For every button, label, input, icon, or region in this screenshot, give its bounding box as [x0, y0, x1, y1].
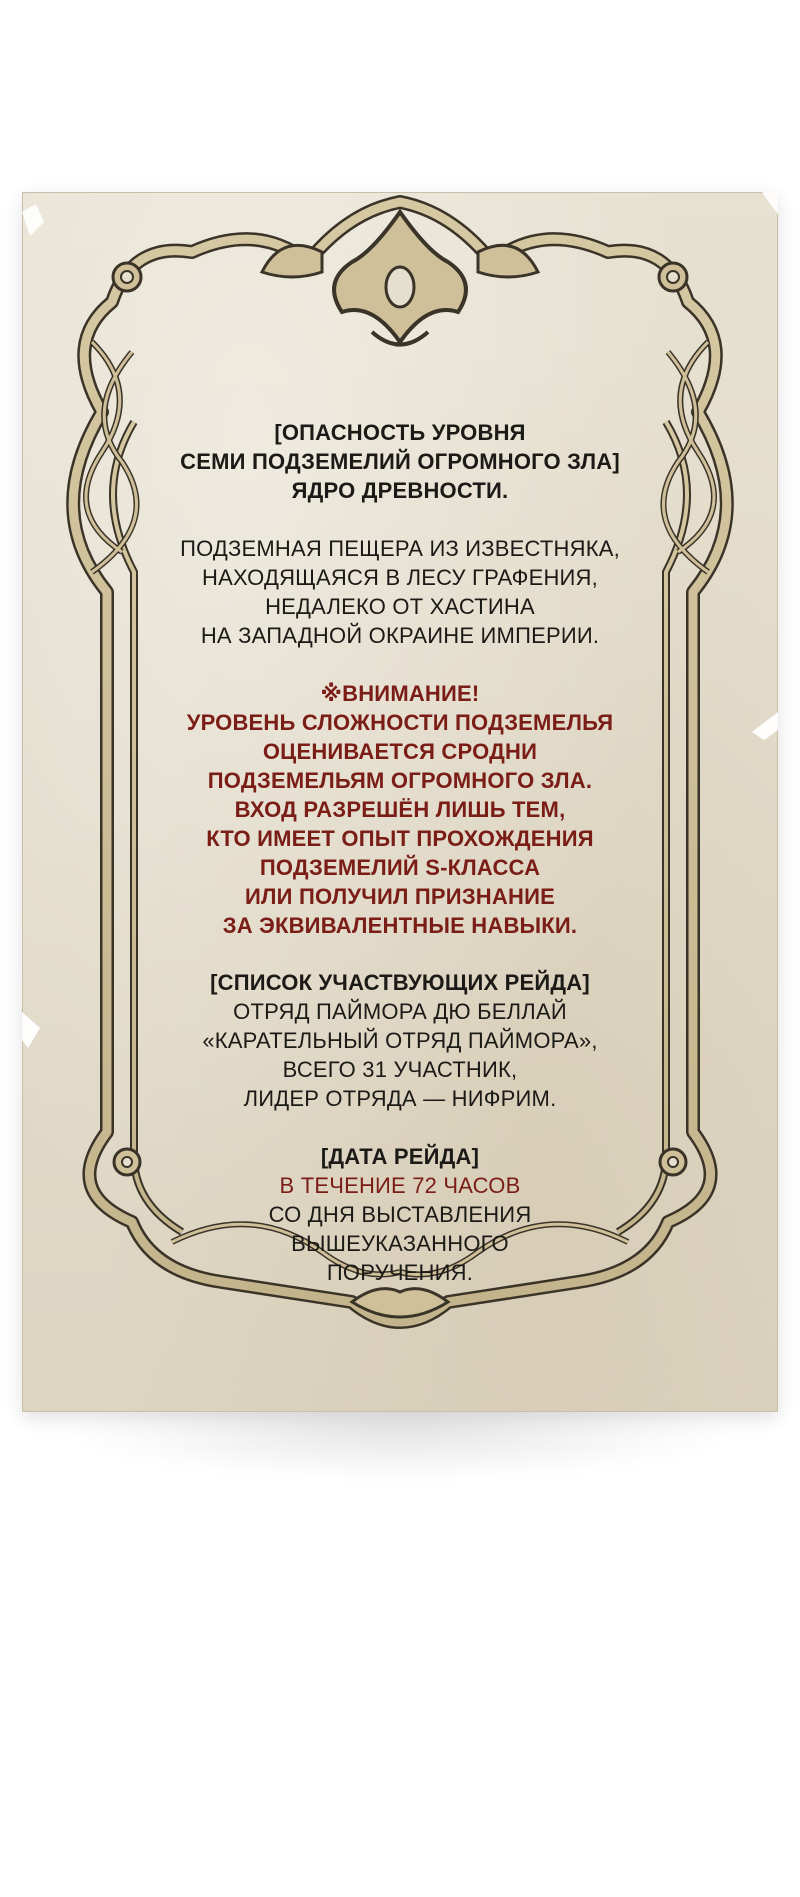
header-line: [ОПАСНОСТЬ УРОВНЯ	[274, 420, 526, 445]
raid-list-line: ЛИДЕР ОТРЯДА — НИФРИМ.	[243, 1086, 557, 1111]
corner-rose-bottom-left	[114, 1149, 140, 1175]
location-line: ПОДЗЕМНАЯ ПЕЩЕРА ИЗ ИЗВЕСТНЯКА,	[180, 536, 620, 561]
corner-rose-top-right	[659, 263, 687, 291]
torn-edge-left	[22, 1012, 40, 1048]
header-line: СЕМИ ПОДЗЕМЕЛИЙ ОГРОМНОГО ЗЛА]	[180, 449, 620, 474]
notice-header	[152, 418, 648, 505]
warning-block	[152, 679, 648, 940]
header-line: ЯДРО ДРЕВНОСТИ.	[291, 478, 509, 503]
location-line: НАХОДЯЩАЯСЯ В ЛЕСУ ГРАФЕНИЯ,	[202, 565, 598, 590]
raid-date-line: ВЫШЕУКАЗАННОГО	[291, 1231, 509, 1256]
corner-rose-top-left	[113, 263, 141, 291]
raid-list-title: [СПИСОК УЧАСТВУЮЩИХ РЕЙДА]	[210, 970, 590, 995]
warning-line: ЗА ЭКВИВАЛЕНТНЫЕ НАВЫКИ.	[222, 913, 578, 938]
warning-line: КТО ИМЕЕТ ОПЫТ ПРОХОЖДЕНИЯ	[206, 826, 594, 851]
raid-date-line: СО ДНЯ ВЫСТАВЛЕНИЯ	[268, 1202, 532, 1227]
raid-list-block	[152, 968, 648, 1113]
warning-line: ПОДЗЕМЕЛЬЯМ ОГРОМНОГО ЗЛА.	[207, 768, 593, 793]
raid-date-line: ПОРУЧЕНИЯ.	[326, 1260, 474, 1285]
warning-line: ИЛИ ПОЛУЧИЛ ПРИЗНАНИЕ	[245, 884, 555, 909]
location-description	[152, 534, 648, 650]
location-line: НЕДАЛЕКО ОТ ХАСТИНА	[265, 594, 535, 619]
raid-list-line: ВСЕГО 31 УЧАСТНИК,	[282, 1057, 518, 1082]
warning-line: УРОВЕНЬ СЛОЖНОСТИ ПОДЗЕМЕЛЬЯ	[186, 710, 614, 735]
corner-rose-bottom-right	[660, 1149, 686, 1175]
raid-date-highlight: В ТЕЧЕНИЕ 72 ЧАСОВ	[279, 1173, 521, 1198]
raid-list-line: ОТРЯД ПАЙМОРА ДЮ БЕЛЛАЙ	[233, 999, 567, 1024]
torn-edge-top-left	[22, 204, 44, 236]
raid-date-title: [ДАТА РЕЙДА]	[320, 1144, 480, 1169]
top-crest-ornament	[262, 212, 538, 345]
warning-line: ОЦЕНИВАЕТСЯ СРОДНИ	[262, 739, 538, 764]
raid-list-line: «КАРАТЕЛЬНЫЙ ОТРЯД ПАЙМОРА»,	[202, 1028, 598, 1053]
torn-edge-top-right	[762, 192, 778, 214]
torn-edge-right	[752, 712, 778, 740]
location-line: НА ЗАПАДНОЙ ОКРАИНЕ ИМПЕРИИ.	[200, 623, 600, 648]
parchment-notice	[22, 192, 778, 1412]
warning-line: ПОДЗЕМЕЛИЙ S-КЛАССА	[259, 855, 541, 880]
warning-title: ※ВНИМАНИЕ!	[320, 681, 480, 706]
raid-date-block	[152, 1142, 648, 1287]
warning-line: ВХОД РАЗРЕШЁН ЛИШЬ ТЕМ,	[234, 797, 566, 822]
